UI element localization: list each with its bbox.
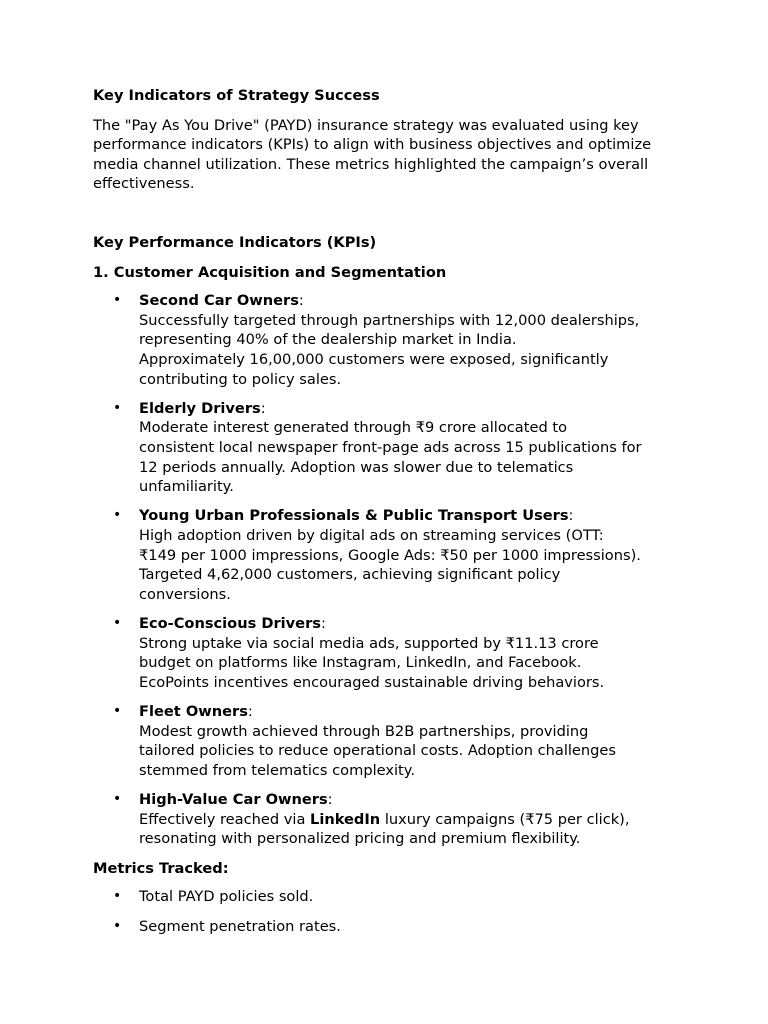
segment-item-young-urban-professionals [93, 506, 683, 604]
segment-line: tailored policies to reduce operational costs. Adoption challenges [139, 742, 617, 760]
segment-line: EcoPoints incentives encouraged sustainable driving behaviors. [139, 673, 605, 691]
bullet: • [113, 791, 122, 808]
segment-item-elderly-drivers [93, 399, 683, 497]
segment-title: Fleet Owners [139, 703, 248, 721]
metrics-heading: Metrics Tracked: [93, 859, 229, 877]
segment-line [139, 810, 683, 830]
segment-title: Elderly Drivers [139, 399, 261, 417]
bullet: • [113, 507, 122, 524]
segment-line: consistent local newspaper front-page ads across 15 publications for [139, 439, 642, 456]
segment-line: ₹149 per 1000 impressions, Google Ads: ₹50 per 1000 impressions). [139, 546, 641, 564]
bullet: • [113, 292, 122, 309]
bullet: • [113, 615, 122, 632]
segment-list [93, 291, 683, 849]
segment-text: luxury campaigns (₹75 per click), [380, 810, 630, 828]
segment-title: Eco-Conscious Drivers [139, 615, 321, 633]
page-title: Key Indicators of Strategy Success [93, 87, 380, 104]
segment-line: resonating with personalized pricing and premium flexibility. [139, 830, 581, 848]
colon: : [320, 615, 326, 633]
segment-line: stemmed from telematics complexity. [139, 761, 415, 779]
segment-line: budget on platforms like Instagram, LinkedIn, and Facebook. [139, 654, 582, 672]
segment-title: High-Value Car Owners [139, 791, 328, 809]
bullet: • [113, 888, 122, 905]
metric-text: Segment penetration rates. [139, 917, 341, 935]
segment-line: Successfully targeted through partnerships with 12,000 dealerships, [139, 311, 640, 329]
segment-line: Moderate interest generated through ₹9 crore allocated to [139, 419, 568, 437]
segment-item-second-car-owners [93, 291, 683, 389]
bullet: • [113, 917, 122, 934]
kpi-heading: Key Performance Indicators (KPIs) [93, 233, 377, 251]
metric-item [93, 917, 683, 937]
segment-line: Modest growth achieved through B2B partnerships, providing [139, 722, 589, 740]
segment-title: Young Urban Professionals & Public Transport Users [139, 507, 569, 525]
segment-item-high-value-car-owners [93, 790, 683, 849]
segment-line: conversions. [139, 585, 231, 603]
segment-line: 12 periods annually. Adoption was slower due to telematics [139, 458, 574, 476]
metrics-list [93, 887, 683, 936]
segment-line: representing 40% of the dealership market in India. [139, 331, 517, 349]
metric-text: Total PAYD policies sold. [139, 888, 314, 906]
bullet: • [113, 703, 122, 720]
colon: : [327, 791, 333, 809]
segment-line: Targeted 4,62,000 customers, achieving significant policy [139, 566, 561, 584]
colon: : [568, 507, 574, 525]
segment-line: contributing to policy sales. [139, 370, 342, 388]
segment-text: Effectively reached via [139, 810, 311, 828]
colon: : [298, 292, 304, 310]
colon: : [260, 399, 266, 417]
segment-line: Approximately 16,00,000 customers were exposed, significantly [139, 350, 609, 368]
segment-item-eco-conscious-drivers [93, 614, 683, 692]
intro-paragraph: The "Pay As You Drive" (PAYD) insurance strategy was evaluated using key performance indicators (KPIs) to align with business objectives and optimize media channel utilization. These metrics highlighted the campaign’s overall effectiveness. [93, 116, 652, 193]
bullet: • [113, 399, 122, 416]
section-heading: 1. Customer Acquisition and Segmentation [93, 263, 447, 281]
document-content [93, 86, 683, 946]
metric-item [93, 887, 683, 907]
linkedin-emphasis: LinkedIn [310, 810, 381, 828]
segment-item-fleet-owners [93, 702, 683, 780]
segment-line: High adoption driven by digital ads on streaming services (OTT: [139, 527, 604, 545]
segment-line: Strong uptake via social media ads, supported by ₹11.13 crore [139, 634, 599, 652]
segment-line: unfamiliarity. [139, 478, 234, 496]
colon: : [247, 703, 253, 721]
segment-title: Second Car Owners [139, 292, 299, 310]
